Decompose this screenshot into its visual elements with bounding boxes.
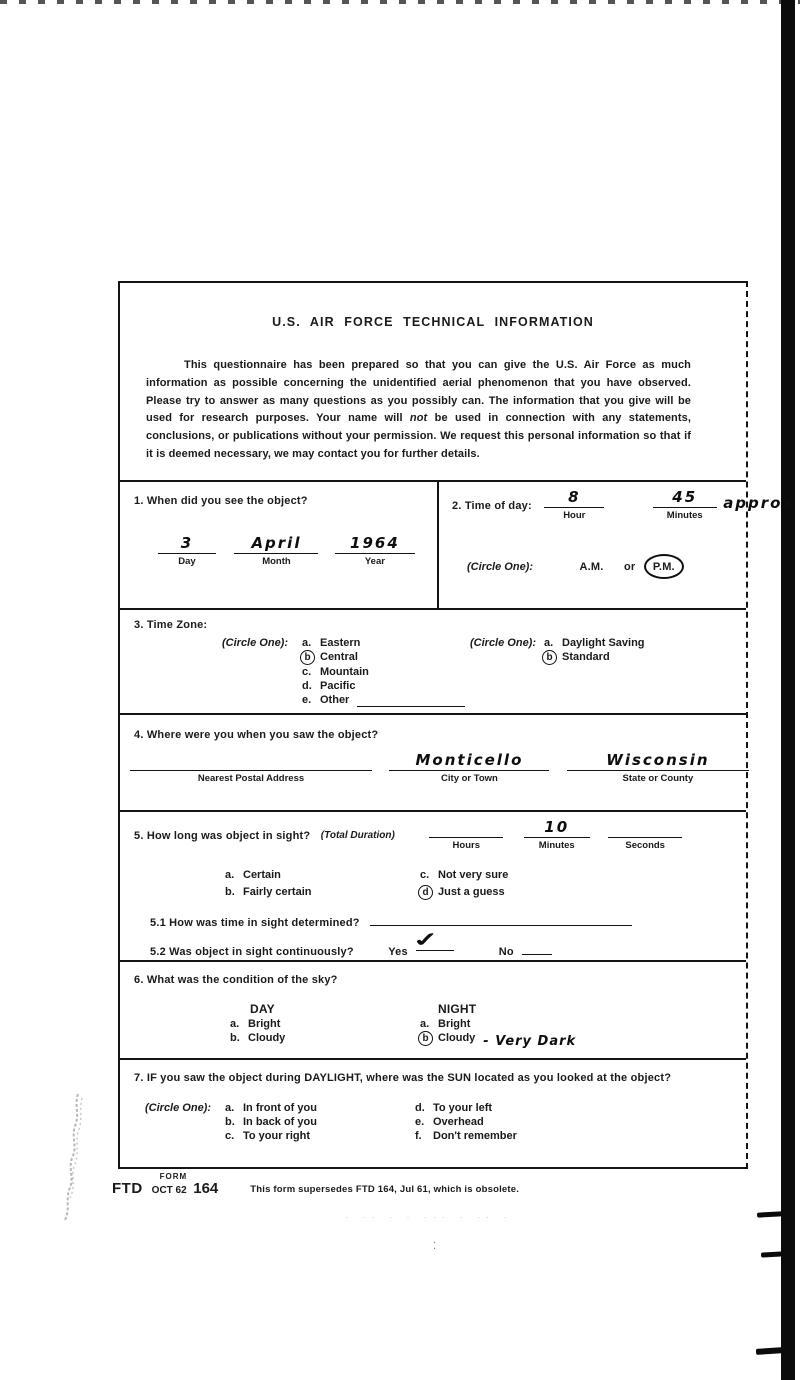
q5-minutes-value: 10 (524, 818, 590, 838)
q5-label: 5. How long was object in sight? (134, 830, 311, 842)
form-identifier (112, 1173, 519, 1197)
q6-day-option-cloudy (230, 1032, 285, 1044)
q1-year-value: 1964 (335, 534, 415, 554)
q2-minutes-caption: Minutes (666, 510, 703, 521)
q7-label: 7. IF you saw the object during DAYLIGHT, where was the SUN located as you looked at the object? (134, 1072, 672, 1084)
q7-option-overhead (415, 1116, 517, 1128)
option-text: Other (320, 694, 350, 706)
option-text: Just a guess (438, 886, 505, 898)
q2-am-option: A.M. (579, 561, 604, 573)
q1-cell (120, 482, 437, 608)
q3-option-other (302, 694, 465, 707)
q5-option-certain (225, 869, 311, 881)
q6-night-handwritten-note: - Very Dark (483, 1034, 577, 1049)
ftd-label: FTD (112, 1180, 143, 1197)
q5-hours-caption: Hours (452, 840, 480, 851)
option-letter: c. (302, 666, 312, 678)
q4-address-caption: Nearest Postal Address (197, 773, 305, 784)
option-letter: e. (415, 1116, 425, 1128)
q5-hours-field (429, 818, 503, 851)
option-text: Cloudy (248, 1032, 286, 1044)
section-q4 (120, 715, 746, 812)
q1-year-caption: Year (364, 556, 385, 567)
option-letter: d. (415, 1102, 425, 1114)
option-text: Not very sure (438, 869, 509, 881)
q4-address-value (130, 751, 372, 771)
section-q7 (120, 1060, 746, 1167)
q6-day-header: DAY (250, 1002, 275, 1016)
q6-night-option-bright (420, 1018, 576, 1030)
scan-speckle-artifact: · ·· · · ··· · ·· · (345, 1212, 513, 1222)
q1-month-value: April (234, 534, 318, 554)
form-date: OCT 62 (151, 1185, 187, 1196)
option-text: Bright (438, 1018, 471, 1030)
q1-day-value: 3 (158, 534, 216, 554)
option-letter: c. (420, 869, 430, 881)
q5-2-yes-blank (410, 929, 454, 952)
scan-tick-mark (757, 1211, 783, 1217)
q5-option-not-very-sure (420, 869, 508, 881)
option-text: Fairly certain (243, 886, 312, 898)
q3-option-pacific (302, 680, 465, 692)
option-text: Standard (562, 651, 610, 663)
option-letter: a. (230, 1018, 240, 1030)
q6-night-header: NIGHT (438, 1002, 477, 1016)
option-letter: b. (225, 886, 235, 898)
q6-day-option-bright (230, 1018, 285, 1030)
q3-other-blank (357, 694, 465, 707)
scan-tick-mark (761, 1251, 783, 1257)
q4-state-field (567, 751, 749, 784)
option-text: Overhead (433, 1116, 484, 1128)
q1-month-field (234, 534, 318, 567)
q3-dst-circle-one-label: (Circle One): (470, 637, 537, 649)
q3-option-mountain (302, 666, 465, 678)
intro-not-word: not (409, 412, 428, 425)
q5-2-label: 5.2 Was object in sight continuously? (150, 946, 354, 958)
intro-text: This questionnaire has been prepared so that you can give the U.S. Air Force as much information as possible concerning the unidentified aerial phenomenon that you have observed. Please try to answer as many questions as you possibly can. The information that you give will be used for research purposes. Your name will (146, 359, 691, 425)
q1-day-field (158, 534, 216, 567)
q5-1-blank (370, 913, 632, 926)
q2-approx-note: approx (723, 494, 795, 512)
section-intro (120, 283, 746, 482)
q4-label: 4. Where were you when you saw the object? (134, 729, 379, 741)
q3-label: 3. Time Zone: (134, 619, 208, 631)
option-letter: f. (415, 1130, 422, 1142)
q2-label: 2. Time of day: (452, 500, 532, 512)
q7-option-to-left (415, 1102, 517, 1114)
option-letter: c. (225, 1130, 235, 1142)
q1-day-caption: Day (178, 556, 196, 567)
q5-seconds-caption: Seconds (625, 840, 665, 851)
form-title: U.S. AIR FORCE TECHNICAL INFORMATION (272, 315, 594, 329)
q5-2-no-label: No (498, 946, 514, 958)
q5-option-just-a-guess-selected (420, 886, 508, 899)
scan-top-edge-artifact (0, 0, 800, 4)
q5-seconds-value (608, 818, 682, 838)
q4-city-caption: City or Town (441, 773, 498, 784)
q7-option-dont-remember (415, 1130, 517, 1142)
q7-option-in-front (225, 1102, 317, 1114)
form-word: FORM (159, 1172, 188, 1181)
section-q3 (120, 610, 746, 715)
circled-letter: b (418, 1031, 433, 1046)
option-letter: a. (302, 637, 312, 649)
q3-option-standard-selected (544, 651, 645, 664)
q4-city-value: Monticello (389, 751, 549, 771)
q1-year-field (335, 534, 415, 567)
option-text: Bright (248, 1018, 281, 1030)
q2-hour-caption: Hour (563, 510, 586, 521)
option-letter: a. (225, 1102, 235, 1114)
option-text: Eastern (320, 637, 361, 649)
scan-tick-mark (756, 1347, 783, 1355)
q5-minutes-field (524, 818, 590, 851)
q2-pm-circle (644, 554, 684, 579)
q2-minutes-value: 45 (653, 488, 717, 508)
q5-1-label: 5.1 How was time in sight determined? (150, 917, 360, 929)
q4-address-field (130, 751, 372, 784)
q7-option-in-back (225, 1116, 317, 1128)
q5-option-fairly-certain (225, 886, 311, 898)
circled-letter: b (300, 650, 315, 665)
q5-2-no-blank (522, 942, 552, 955)
q2-hour-field (544, 488, 604, 521)
option-letter: d. (302, 680, 312, 692)
option-text: To your right (243, 1130, 311, 1142)
q2-cell (437, 482, 795, 608)
option-letter: e. (302, 694, 312, 706)
q1-label: 1. When did you see the object? (134, 495, 308, 507)
option-letter: a. (544, 637, 554, 649)
q3-circle-one-label: (Circle One): (222, 637, 289, 649)
option-text: Pacific (320, 680, 356, 692)
option-text: Cloudy (438, 1032, 476, 1044)
q4-state-value: Wisconsin (567, 751, 749, 771)
q5-duration-note: (Total Duration) (320, 830, 395, 841)
option-text: Central (320, 651, 358, 663)
q6-night-option-cloudy-selected (420, 1032, 576, 1047)
q3-option-central-selected (302, 651, 465, 664)
circled-letter: d (418, 885, 433, 900)
q4-city-field (389, 751, 549, 784)
circled-letter: b (542, 650, 557, 665)
option-text: Daylight Saving (562, 637, 645, 649)
q5-minutes-caption: Minutes (538, 840, 575, 851)
q5-2-yes-checkmark: ✓ (410, 929, 442, 952)
option-letter: b. (225, 1116, 235, 1128)
q5-hours-value (429, 818, 503, 838)
option-letter: a. (420, 1018, 430, 1030)
intro-paragraph (146, 357, 691, 464)
form-number-stack (152, 1173, 188, 1197)
q7-option-to-right (225, 1130, 317, 1142)
option-text: In back of you (243, 1116, 317, 1128)
option-text: In front of you (243, 1102, 317, 1114)
section-q6 (120, 962, 746, 1060)
form-number: 164 (193, 1180, 219, 1197)
q4-state-caption: State or County (622, 773, 694, 784)
option-text: To your left (433, 1102, 493, 1114)
q1-month-caption: Month (262, 556, 291, 567)
q3-option-daylight-saving (544, 637, 645, 649)
option-letter: a. (225, 869, 235, 881)
option-letter: b. (230, 1032, 240, 1044)
section-q1-q2 (120, 482, 795, 610)
intro-text: be used in connection with any statements, conclusions, or publications without your permission. We request this personal information so that if it is deemed necessary, we may contact you for further details. (146, 412, 692, 461)
q2-circle-one-label: (Circle One): (467, 561, 534, 573)
option-text: Don't remember (433, 1130, 517, 1142)
scan-dots-artifact: ⁚ (433, 1241, 437, 1252)
option-text: Certain (243, 869, 281, 881)
q2-hour-value: 8 (544, 488, 604, 508)
q5-2-yes-label: Yes (388, 946, 408, 958)
q3-option-eastern (302, 637, 465, 649)
q7-circle-one-label: (Circle One): (145, 1102, 212, 1114)
supersedes-note: This form supersedes FTD 164, Jul 61, which is obsolete. (250, 1184, 520, 1195)
q6-label: 6. What was the condition of the sky? (134, 974, 338, 986)
questionnaire-form (118, 281, 795, 1169)
margin-scribble-artifact (56, 1092, 90, 1222)
q2-minutes-field (653, 488, 717, 521)
q2-or-label: or (623, 561, 636, 573)
q5-seconds-field (608, 818, 682, 851)
scan-right-bar-artifact (781, 0, 795, 1380)
option-text: Mountain (320, 666, 369, 678)
q2-pm-option: P.M. (652, 561, 675, 573)
section-q5 (120, 812, 746, 962)
